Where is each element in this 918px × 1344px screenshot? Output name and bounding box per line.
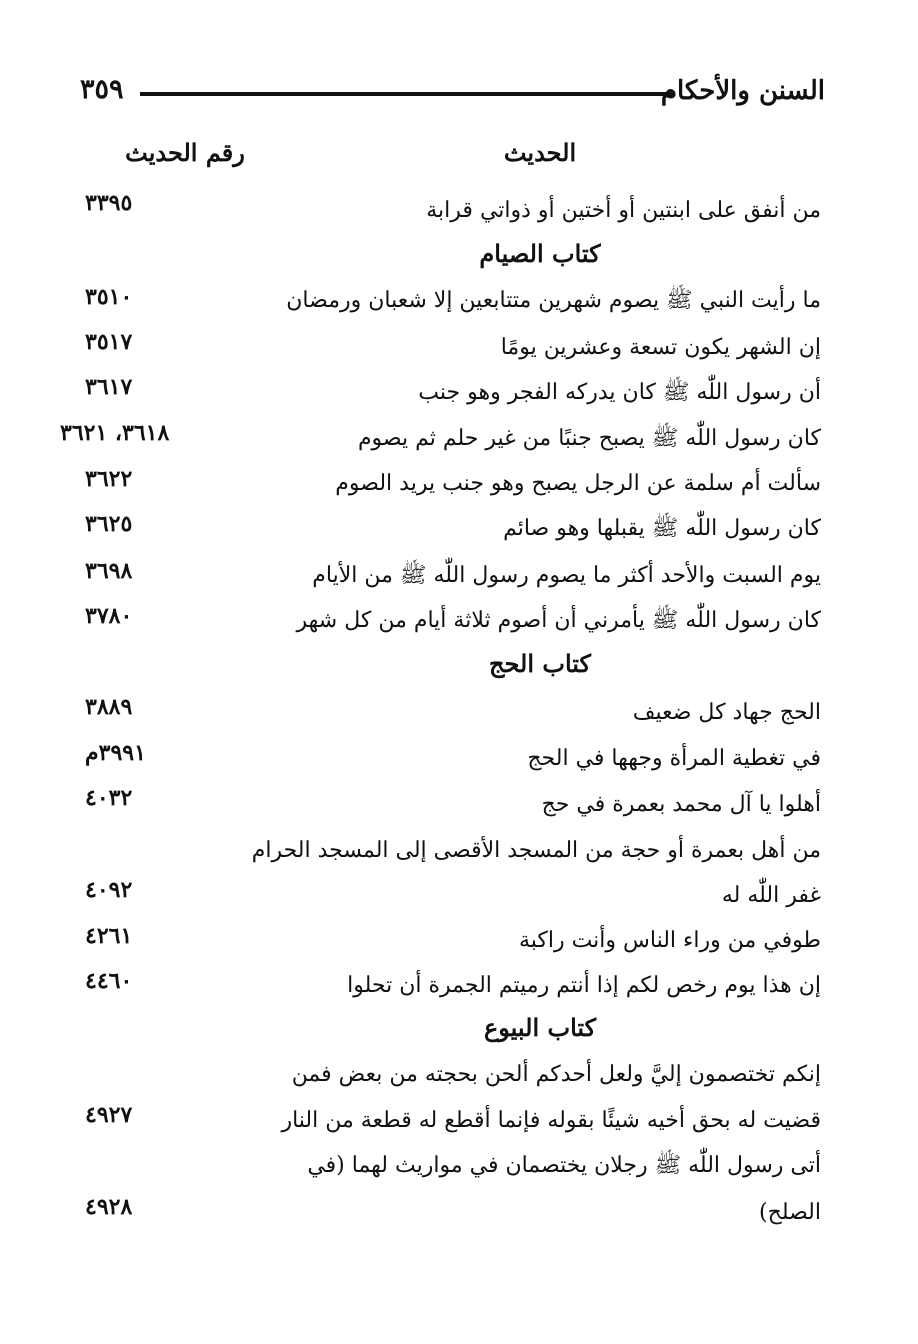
hadith-text: في تغطية المرأة وجهها في الحج [527, 746, 821, 771]
hadith-number: ٣٦٢٥ [85, 511, 133, 537]
hadith-number: ٤٩٢٧ [85, 1102, 133, 1128]
section-heading: كتاب الحج [489, 649, 591, 678]
hadith-text: أتى رسول اللّٰه ﷺ رجلان يختصمان في مواريث لهما (في [307, 1153, 821, 1178]
hadith-text: من أهل بعمرة أو حجة من المسجد الأقصى إلى المسجد الحرام [251, 838, 821, 863]
hadith-number: ٣٩٩١م [85, 740, 146, 766]
hadith-text: كان رسول اللّٰه ﷺ يصبح جنبًا من غير حلم ثم يصوم [357, 426, 821, 451]
hadith-text: قضيت له بحق أخيه شيئًا بقوله فإنما أقطع له قطعة من النار [281, 1108, 821, 1133]
hadith-text: من أنفق على ابنتين أو أختين أو ذواتي قرابة [426, 198, 821, 223]
hadith-number: ٣٦١٧ [85, 374, 133, 400]
column-header-hadith: الحديث [503, 138, 577, 167]
hadith-text: غفر اللّٰه له [721, 883, 821, 908]
header-rule [140, 92, 675, 96]
hadith-text: الحج جهاد كل ضعيف [632, 700, 821, 725]
section-heading: كتاب الصيام [479, 239, 601, 268]
hadith-text: يوم السبت والأحد أكثر ما يصوم رسول اللّٰه ﷺ من الأيام [312, 563, 821, 588]
hadith-number: ٣٦١٨، ٣٦٢١ [60, 420, 170, 446]
section-heading: كتاب البيوع [483, 1013, 597, 1042]
hadith-number: ٣٥١٠ [85, 284, 133, 310]
hadith-number: ٤٢٦١ [85, 923, 133, 949]
hadith-text: أن رسول اللّٰه ﷺ كان يدركه الفجر وهو جنب [418, 380, 821, 405]
hadith-number: ٣٦٩٨ [85, 558, 133, 584]
hadith-text: ما رأيت النبي ﷺ يصوم شهرين متتابعين إلا شعبان ورمضان [286, 288, 821, 313]
page-number: ٣٥٩ [80, 74, 124, 105]
hadith-number: ٤٤٦٠ [85, 968, 133, 994]
hadith-text: كان رسول اللّٰه ﷺ يأمرني أن أصوم ثلاثة أيام من كل شهر [296, 608, 821, 633]
hadith-number: ٣٨٨٩ [85, 694, 133, 720]
hadith-number: ٣٦٢٢ [85, 466, 133, 492]
hadith-text: أهلوا يا آل محمد بعمرة في حج [541, 792, 821, 817]
hadith-number: ٤٠٩٢ [85, 877, 133, 903]
hadith-text: إن الشهر يكون تسعة وعشرين يومًا [500, 335, 821, 360]
column-header-number: رقم الحديث [125, 138, 245, 167]
hadith-text: إن هذا يوم رخص لكم إذا أنتم رميتم الجمرة أن تحلوا [347, 973, 821, 998]
hadith-text: إنكم تختصمون إليَّ ولعل أحدكم ألحن بحجته من بعض فمن [291, 1062, 821, 1087]
hadith-text: طوفي من وراء الناس وأنت راكبة [518, 928, 821, 953]
hadith-text: الصلح) [759, 1200, 821, 1225]
book-title: السنن والأحكام [660, 76, 825, 106]
hadith-number: ٤٠٣٢ [85, 785, 133, 811]
hadith-text: كان رسول اللّٰه ﷺ يقبلها وهو صائم [503, 516, 821, 541]
hadith-text: سألت أم سلمة عن الرجل يصبح وهو جنب يريد الصوم [335, 471, 821, 496]
hadith-number: ٣٥١٧ [85, 329, 133, 355]
hadith-number: ٣٧٨٠ [85, 603, 133, 629]
hadith-number: ٣٣٩٥ [85, 190, 133, 216]
running-header [80, 68, 825, 112]
hadith-number: ٤٩٢٨ [85, 1194, 133, 1220]
